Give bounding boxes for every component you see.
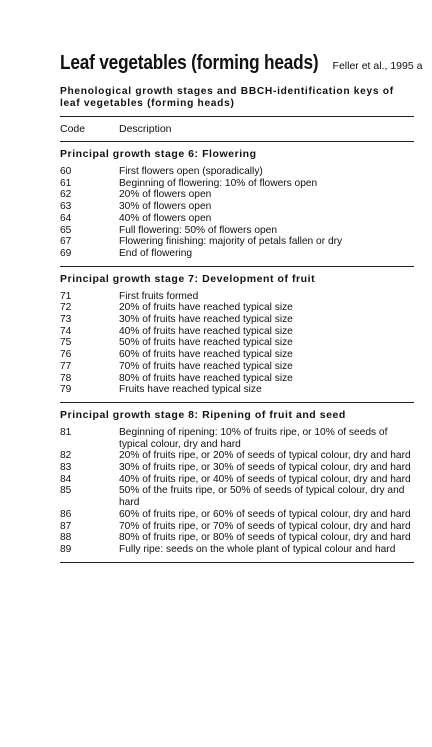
- table-row: [60, 236, 414, 248]
- row-description: Fully ripe: seeds on the whole plant of typical colour and hard: [119, 543, 396, 555]
- row-code: 86: [60, 508, 72, 520]
- table-row: [60, 302, 414, 314]
- table-row: [60, 462, 414, 474]
- row-description: Full flowering: 50% of flowers open: [119, 224, 277, 236]
- row-code: 62: [60, 189, 72, 201]
- row-code: 71: [60, 290, 72, 302]
- stage-section: [60, 409, 414, 562]
- row-code: 63: [60, 201, 72, 213]
- row-description: 40% of fruits have reached typical size: [119, 325, 293, 337]
- table-row: [60, 361, 414, 373]
- row-description: 80% of fruits have reached typical size: [119, 372, 293, 384]
- stage-section: [60, 273, 414, 402]
- row-code: 75: [60, 337, 72, 349]
- table-row: [60, 532, 414, 544]
- divider: [60, 402, 414, 403]
- row-description: Beginning of ripening: 10% of fruits ripe, or 10% of seeds of typical colour, dry and hard: [119, 426, 388, 450]
- row-description: First flowers open (sporadically): [119, 166, 263, 177]
- row-code: 84: [60, 473, 72, 485]
- row-description: 60% of fruits ripe, or 60% of seeds of typical colour, dry and hard: [119, 508, 411, 520]
- row-code: 83: [60, 462, 72, 474]
- row-description: 40% of flowers open: [119, 212, 212, 224]
- table-caption: Phenological growth stages and BBCH-identification keys of leaf vegetables (forming heads): [60, 86, 394, 109]
- stage-rows: [60, 427, 414, 556]
- table-row: [60, 326, 414, 338]
- table-row: [60, 189, 414, 201]
- table-row: [60, 201, 414, 213]
- row-code: 85: [60, 485, 72, 497]
- row-code: 69: [60, 247, 72, 259]
- table-row: [60, 544, 414, 556]
- row-code: 72: [60, 302, 72, 314]
- row-description: End of flowering: [119, 247, 193, 259]
- row-description: Flowering finishing: majority of petals fallen or dry: [119, 236, 343, 248]
- row-code: 87: [60, 520, 72, 532]
- table-row: [60, 427, 414, 450]
- row-code: 76: [60, 349, 72, 361]
- row-description: 70% of fruits have reached typical size: [119, 360, 293, 372]
- divider: [60, 141, 414, 142]
- row-description: Beginning of flowering: 10% of flowers open: [119, 177, 318, 189]
- row-code: 73: [60, 314, 72, 326]
- row-code: 74: [60, 325, 72, 337]
- row-description: 70% of fruits ripe, or 70% of seeds of typical colour, dry and hard: [119, 520, 411, 532]
- stage-rows: [60, 166, 414, 260]
- row-description: 60% of fruits have reached typical size: [119, 349, 293, 361]
- table-row: [60, 225, 414, 237]
- row-code: 61: [60, 177, 72, 189]
- column-header-code: Code: [60, 123, 86, 135]
- table-row: [60, 291, 414, 303]
- stage-rows: [60, 291, 414, 396]
- row-code: 60: [60, 166, 72, 177]
- document-page: [60, 52, 423, 563]
- stage-heading: Principal growth stage 8: Ripening of fruit and seed: [60, 408, 346, 421]
- table-row: [60, 337, 414, 349]
- table-row: [60, 166, 414, 178]
- table-row: [60, 373, 414, 385]
- page-title: Leaf vegetables (forming heads): [60, 52, 319, 74]
- row-description: Fruits have reached typical size: [119, 384, 262, 396]
- column-header-row: [60, 117, 414, 141]
- divider: [60, 266, 414, 267]
- row-description: 20% of fruits have reached typical size: [119, 302, 293, 314]
- stage-heading: Principal growth stage 7: Development of fruit: [60, 272, 316, 285]
- row-description: 20% of fruits ripe, or 20% of seeds of typical colour, dry and hard: [119, 450, 411, 462]
- table-row: [60, 178, 414, 190]
- row-code: 82: [60, 450, 72, 462]
- table-row: [60, 384, 414, 396]
- row-code: 65: [60, 224, 72, 236]
- row-code: 77: [60, 360, 72, 372]
- stage-section: [60, 148, 414, 266]
- table-row: [60, 213, 414, 225]
- table-row: [60, 474, 414, 486]
- row-description: 20% of flowers open: [119, 189, 212, 201]
- row-description: 30% of fruits have reached typical size: [119, 314, 293, 326]
- divider: [60, 562, 414, 563]
- citation: Feller et al., 1995 a: [332, 60, 423, 72]
- row-description: 80% of fruits ripe, or 80% of seeds of typical colour, dry and hard: [119, 532, 411, 544]
- row-code: 89: [60, 543, 72, 555]
- row-code: 78: [60, 372, 72, 384]
- title-line: [60, 52, 423, 78]
- row-code: 81: [60, 426, 72, 438]
- stage-heading: Principal growth stage 6: Flowering: [60, 148, 257, 160]
- row-description: 50% of fruits have reached typical size: [119, 337, 293, 349]
- row-description: 50% of the fruits ripe, or 50% of seeds of typical colour, dry and hard: [119, 485, 405, 509]
- row-code: 64: [60, 212, 72, 224]
- table-row: [60, 314, 414, 326]
- row-description: 30% of fruits ripe, or 30% of seeds of typical colour, dry and hard: [119, 462, 411, 474]
- table-row: [60, 450, 414, 462]
- table-row: [60, 521, 414, 533]
- column-header-description: Description: [119, 123, 172, 135]
- row-description: 40% of fruits ripe, or 40% of seeds of typical colour, dry and hard: [119, 473, 411, 485]
- table-row: [60, 248, 414, 260]
- table-row: [60, 349, 414, 361]
- table-row: [60, 485, 414, 508]
- row-description: 30% of flowers open: [119, 201, 212, 213]
- row-code: 88: [60, 532, 72, 544]
- row-description: First fruits formed: [119, 290, 199, 302]
- row-code: 79: [60, 384, 72, 396]
- row-code: 67: [60, 236, 72, 248]
- table-row: [60, 509, 414, 521]
